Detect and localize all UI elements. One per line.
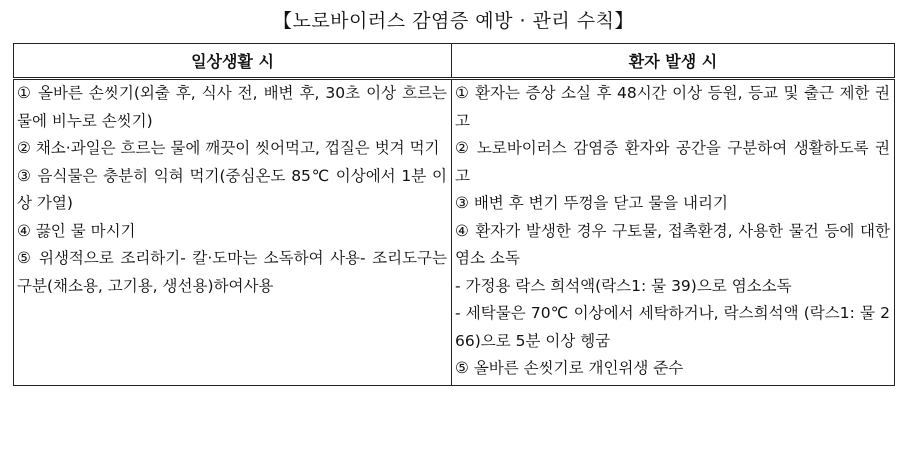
patient-item-4: ④ 환자가 발생한 경우 구토물, 접촉환경, 사용한 물건 등에 대한 염소 소독 — [455, 221, 890, 267]
patient-item-1: ① 환자는 증상 소실 후 48시간 이상 등원, 등교 및 출근 제한 권고 — [455, 84, 890, 130]
patient-subitem-laundry: - 세탁물은 70℃ 이상에서 세탁하거나, 락스희석액 (락스1: 물 266)으로 5분 이상 헹굼 — [455, 304, 890, 350]
daily-item-5: ⑤ 위생적으로 조리하기- 칼·도마는 소독하여 사용- 조리도구는 구분(채소용, 고기용, 생선용)하여사용 — [17, 249, 447, 295]
patient-item-3: ③ 배변 후 변기 뚜껑을 닫고 물을 내리기 — [455, 194, 728, 212]
content-row — [14, 79, 895, 386]
guideline-table — [13, 43, 895, 386]
daily-item-1: ① 올바른 손씻기(외출 후, 식사 전, 배변 후, 30초 이상 흐르는 물에 비누로 손씻기) — [17, 84, 447, 130]
patient-subitem-bleach: - 가정용 락스 희석액(락스1: 물 39)으로 염소소독 — [455, 276, 792, 295]
header-patient-outbreak: 환자 발생 시 — [452, 44, 895, 79]
patient-cell — [452, 79, 895, 386]
header-daily-life: 일상생활 시 — [14, 44, 452, 79]
daily-item-3: ③ 음식물은 충분히 익혀 먹기(중심온도 85℃ 이상에서 1분 이상 가열) — [17, 166, 447, 212]
daily-item-4: ④ 끓인 물 마시기 — [17, 221, 136, 240]
patient-item-5: ⑤ 올바른 손씻기로 개인위생 준수 — [455, 359, 684, 377]
patient-item-2: ② 노로바이러스 감염증 환자와 공간을 구분하여 생활하도록 권고 — [455, 139, 890, 185]
document-title: 【노로바이러스 감염증 예방 · 관리 수칙】 — [272, 10, 635, 32]
daily-item-2: ② 채소·과일은 흐르는 물에 깨끗이 씻어먹고, 껍질은 벗겨 먹기 — [17, 139, 440, 157]
header-row — [14, 44, 895, 79]
daily-life-cell — [14, 79, 452, 386]
